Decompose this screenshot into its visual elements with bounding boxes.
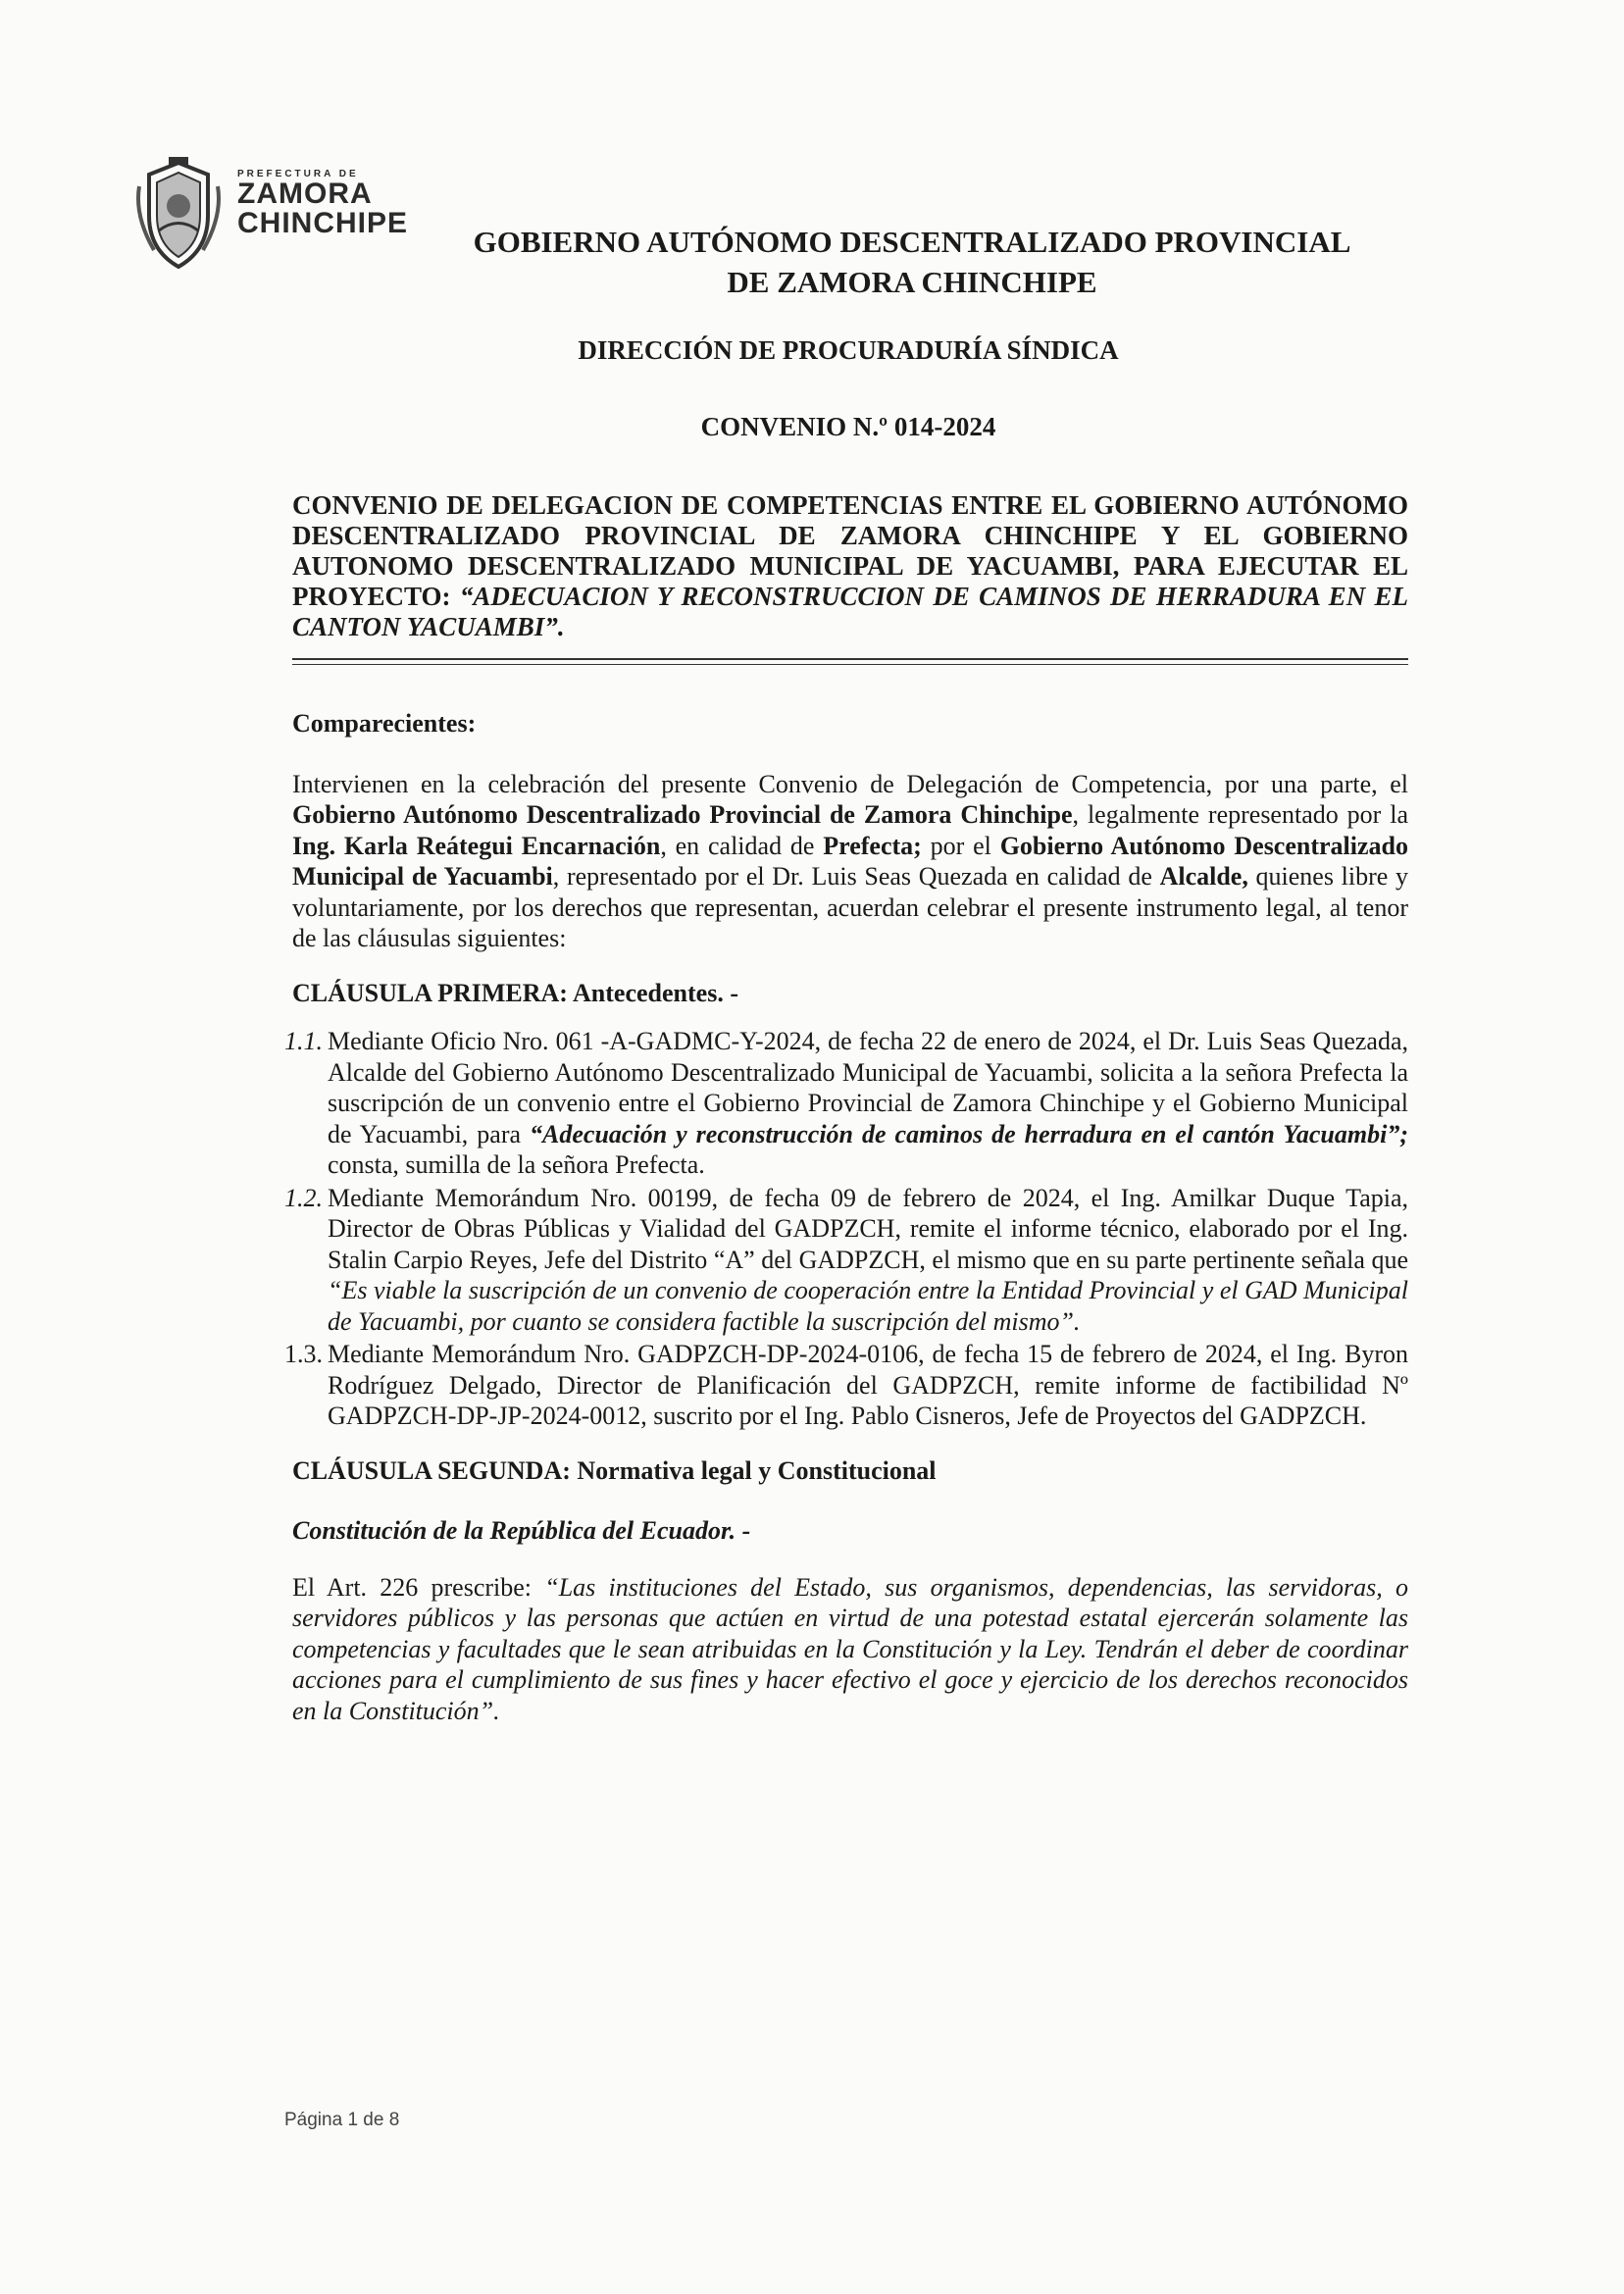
divider-line xyxy=(292,658,1408,660)
item-text: Mediante Oficio Nro. 061 -A-GADMC-Y-2024, de fecha 22 de enero de 2024, el Dr. Luis Seas Quezada, Alcalde del Gobierno Autónomo Descentralizado Municipal de Yacuambi, solicita a la señora Prefecta la suscripción de un convenio entre el Gobierno Provincial de Zamora Chinchipe y el Gobierno Municipal de Yacuambi, para “Adecuación y reconstrucción de caminos de herradura en el cantón Yacuambi”; consta, sumilla de la señora Prefecta. xyxy=(328,1027,1409,1179)
subject-project: “ADECUACION Y RECONSTRUCCION DE CAMINOS DE HERRADURA EN EL CANTON YACUAMBI”. xyxy=(292,582,1408,641)
comparecientes-title: Comparecientes: xyxy=(292,709,477,738)
item-number: 1.1. xyxy=(284,1027,323,1055)
constitucion-subtitle: Constitución de la República del Ecuador. - xyxy=(292,1516,751,1545)
item-text: Mediante Memorándum Nro. GADPZCH-DP-2024-0106, de fecha 15 de febrero de 2024, el Ing. Byron Rodríguez Delgado, Director de Planificación del GADPZCH, remite informe de factibilidad Nº GADPZCH-DP-JP-2024-0012, suscrito por el Ing. Pablo Cisneros, Jefe de Proyectos del GADPZCH. xyxy=(328,1340,1408,1430)
item-number: 1.3. xyxy=(284,1340,323,1368)
antecedente-item xyxy=(284,1183,1408,1338)
department-title: DIRECCIÓN DE PROCURADURÍA SÍNDICA xyxy=(578,335,1119,365)
item-text: Mediante Memorándum Nro. 00199, de fecha 09 de febrero de 2024, el Ing. Amilkar Duque Tapia, Director de Obras Públicas y Vialidad del GADPZCH, remite el informe técnico, elaborado por el Ing. Stalin Carpio Reyes, Jefe del Distrito “A” del GADPZCH, el mismo que en su parte pertinente señala que “Es viable la suscripción de un convenio de cooperación entre la Entidad Provincial y el GAD Municipal de Yacuambi, por cuanto se considera factible la suscripción del mismo”. xyxy=(328,1183,1408,1336)
convenio-number: CONVENIO N.º 014-2024 xyxy=(700,412,996,441)
subject-prefix: CONVENIO DE DELEGACION DE COMPETENCIAS ENTRE EL GOBIERNO AUTÓNOMO DESCENTRALIZADO PROVINCIAL DE ZAMORA CHINCHIPE Y EL GOBIERNO AUTONOMO DESCENTRALIZADO MUNICIPAL DE YACUAMBI, PARA EJECUTAR EL PROYECTO: xyxy=(292,490,1408,611)
item-number: 1.2. xyxy=(284,1183,323,1212)
convenio-subject xyxy=(292,490,1408,642)
logo-small-text: PREFECTURA DE xyxy=(237,169,359,179)
article-226-paragraph: El Art. 226 prescribe: “Las instituciones del Estado, sus organismos, dependencias, las servidoras, o servidores públicos y las personas que actúen en virtud de una potestad estatal ejercerán solamente las competencias y facultades que le sean atribuidas en la Constitución y la Ley. Tendrán el deber de coordinar acciones para el cumplimiento de sus fines y hacer efectivo el goce y ejercicio de los derechos reconocidos en la Constitución”. xyxy=(292,1572,1408,1725)
coat-of-arms-icon xyxy=(129,157,228,275)
antecedente-item xyxy=(284,1026,1409,1181)
logo-line-1: ZAMORA xyxy=(237,178,373,210)
clausula-primera-title: CLÁUSULA PRIMERA: Antecedentes. - xyxy=(292,978,738,1007)
logo-text xyxy=(237,169,408,238)
institution-title: GOBIERNO AUTÓNOMO DESCENTRALIZADO PROVINCIAL DE ZAMORA CHINCHIPE xyxy=(473,225,1351,299)
prefectura-logo xyxy=(129,157,424,284)
page-number: Página 1 de 8 xyxy=(284,2110,400,2130)
clausula-segunda-title: CLÁUSULA SEGUNDA: Normativa legal y Constitucional xyxy=(292,1455,937,1485)
logo-line-2: CHINCHIPE xyxy=(237,207,409,239)
comparecientes-paragraph: Intervienen en la celebración del presente Convenio de Delegación de Competencia, por una parte, el Gobierno Autónomo Descentralizado Provincial de Zamora Chinchipe, legalmente representado por la Ing. Karla Reátegui Encarnación, en calidad de Prefecta; por el Gobierno Autónomo Descentralizado Municipal de Yacuambi, representado por el Dr. Luis Seas Quezada en calidad de Alcalde, quienes libre y voluntariamente, por los derechos que representan, acuerdan celebrar el presente instrumento legal, al tenor de las cláusulas siguientes: xyxy=(292,769,1409,952)
document-body xyxy=(284,708,1409,1726)
antecedente-item xyxy=(284,1339,1408,1432)
divider-line-thin xyxy=(292,664,1408,665)
